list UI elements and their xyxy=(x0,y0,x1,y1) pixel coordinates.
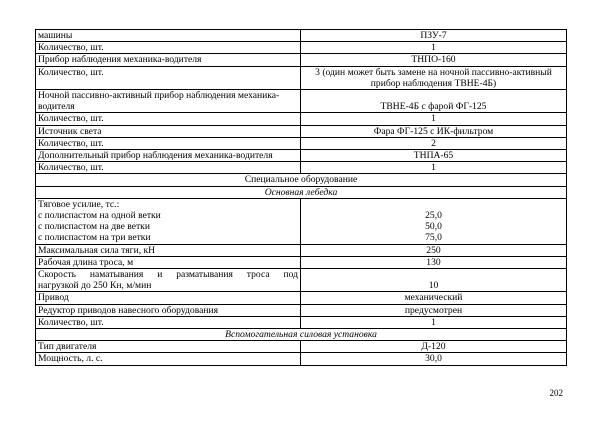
row-value: ПЗУ-7 xyxy=(301,30,567,42)
row-value: 130 xyxy=(301,256,567,268)
table-row xyxy=(36,162,567,174)
row-value: 1 xyxy=(301,162,567,174)
row-label-line: водителя xyxy=(38,101,75,113)
row-value: 10 xyxy=(301,269,567,292)
row-label: Максимальная сила тяги, кН xyxy=(36,244,301,256)
row-label-line: нагрузкой до 250 Кн, м/мин xyxy=(38,280,152,292)
table-row xyxy=(36,304,567,316)
table-row xyxy=(36,256,567,268)
row-value xyxy=(301,198,567,244)
row-label-line: Тяговое усилие, тс.: xyxy=(38,198,120,210)
row-value-line: 75,0 xyxy=(425,232,442,244)
page-number: 202 xyxy=(549,388,563,398)
row-label-line: с полиспастом на две ветки xyxy=(38,221,150,233)
table-row xyxy=(36,66,567,89)
row-value-line: прибор наблюдения ТВНЕ-4Б) xyxy=(370,77,497,89)
table-row xyxy=(36,113,567,125)
row-label xyxy=(36,269,301,292)
row-label: Дополнительный прибор наблюдения механика-водителя xyxy=(36,150,301,162)
row-value-line: 3 (один может быть замене на ночной пассивно-активный xyxy=(315,66,552,78)
row-value: ТНПО-160 xyxy=(301,54,567,66)
table-row xyxy=(36,150,567,162)
row-value-line: 25,0 xyxy=(425,210,442,222)
section-header-row xyxy=(36,186,567,198)
row-label: Количество, шт. xyxy=(36,42,301,54)
row-value: 250 xyxy=(301,244,567,256)
row-value: 1 xyxy=(301,113,567,125)
row-label-line: с полиспастом на три ветки xyxy=(38,232,151,244)
row-label: Прибор наблюдения механика-водителя xyxy=(36,54,301,66)
table-row xyxy=(36,42,567,54)
row-label: Редуктор приводов навесного оборудования xyxy=(36,304,301,316)
row-value: 2 xyxy=(301,137,567,149)
table-row xyxy=(36,198,567,244)
row-label: Привод xyxy=(36,292,301,304)
row-label: машины xyxy=(36,30,301,42)
row-label-line: Ночной пассивно-активный прибор наблюдения механика- xyxy=(38,90,280,102)
section-title-special-equipment: Специальное оборудование xyxy=(36,174,567,186)
row-label: Количество, шт. xyxy=(36,316,301,328)
spec-table xyxy=(35,29,567,366)
row-value: ТНПА-65 xyxy=(301,150,567,162)
section-title-auxiliary-power-unit: Вспомогательная силовая установка xyxy=(36,329,567,341)
table-row xyxy=(36,292,567,304)
table-row xyxy=(36,30,567,42)
table-row xyxy=(36,269,567,292)
table-row xyxy=(36,54,567,66)
table-row xyxy=(36,341,567,353)
section-header-row xyxy=(36,174,567,186)
row-value: 1 xyxy=(301,42,567,54)
row-value: Д-120 xyxy=(301,341,567,353)
table-row xyxy=(36,137,567,149)
row-label xyxy=(36,198,301,244)
row-label-line: с полиспастом на одной ветки xyxy=(38,210,161,222)
row-label: Тип двигателя xyxy=(36,341,301,353)
row-label: Количество, шт. xyxy=(36,162,301,174)
row-label: Рабочая длина троса, м xyxy=(36,256,301,268)
row-label: Количество, шт. xyxy=(36,66,301,89)
row-label: Источник света xyxy=(36,125,301,137)
row-value: предусмотрен xyxy=(301,304,567,316)
table-row xyxy=(36,316,567,328)
row-value: механический xyxy=(301,292,567,304)
row-label xyxy=(36,90,301,113)
row-value xyxy=(301,66,567,89)
table-row xyxy=(36,90,567,113)
row-value: Фара ФГ-125 с ИК-фильтром xyxy=(301,125,567,137)
row-value: 30,0 xyxy=(301,353,567,365)
table-row xyxy=(36,353,567,365)
row-value-line: 50,0 xyxy=(425,221,442,233)
row-label: Количество, шт. xyxy=(36,113,301,125)
row-label: Мощность, л. с. xyxy=(36,353,301,365)
row-value: 1 xyxy=(301,316,567,328)
row-label-line: Скорость наматывания и разматывания троса под xyxy=(38,269,298,281)
section-header-row xyxy=(36,329,567,341)
row-label: Количество, шт. xyxy=(36,137,301,149)
row-value: ТВНЕ-4Б с фарой ФГ-125 xyxy=(301,90,567,113)
table-row xyxy=(36,125,567,137)
table-row xyxy=(36,244,567,256)
section-title-main-winch: Основная лебедка xyxy=(36,186,567,198)
